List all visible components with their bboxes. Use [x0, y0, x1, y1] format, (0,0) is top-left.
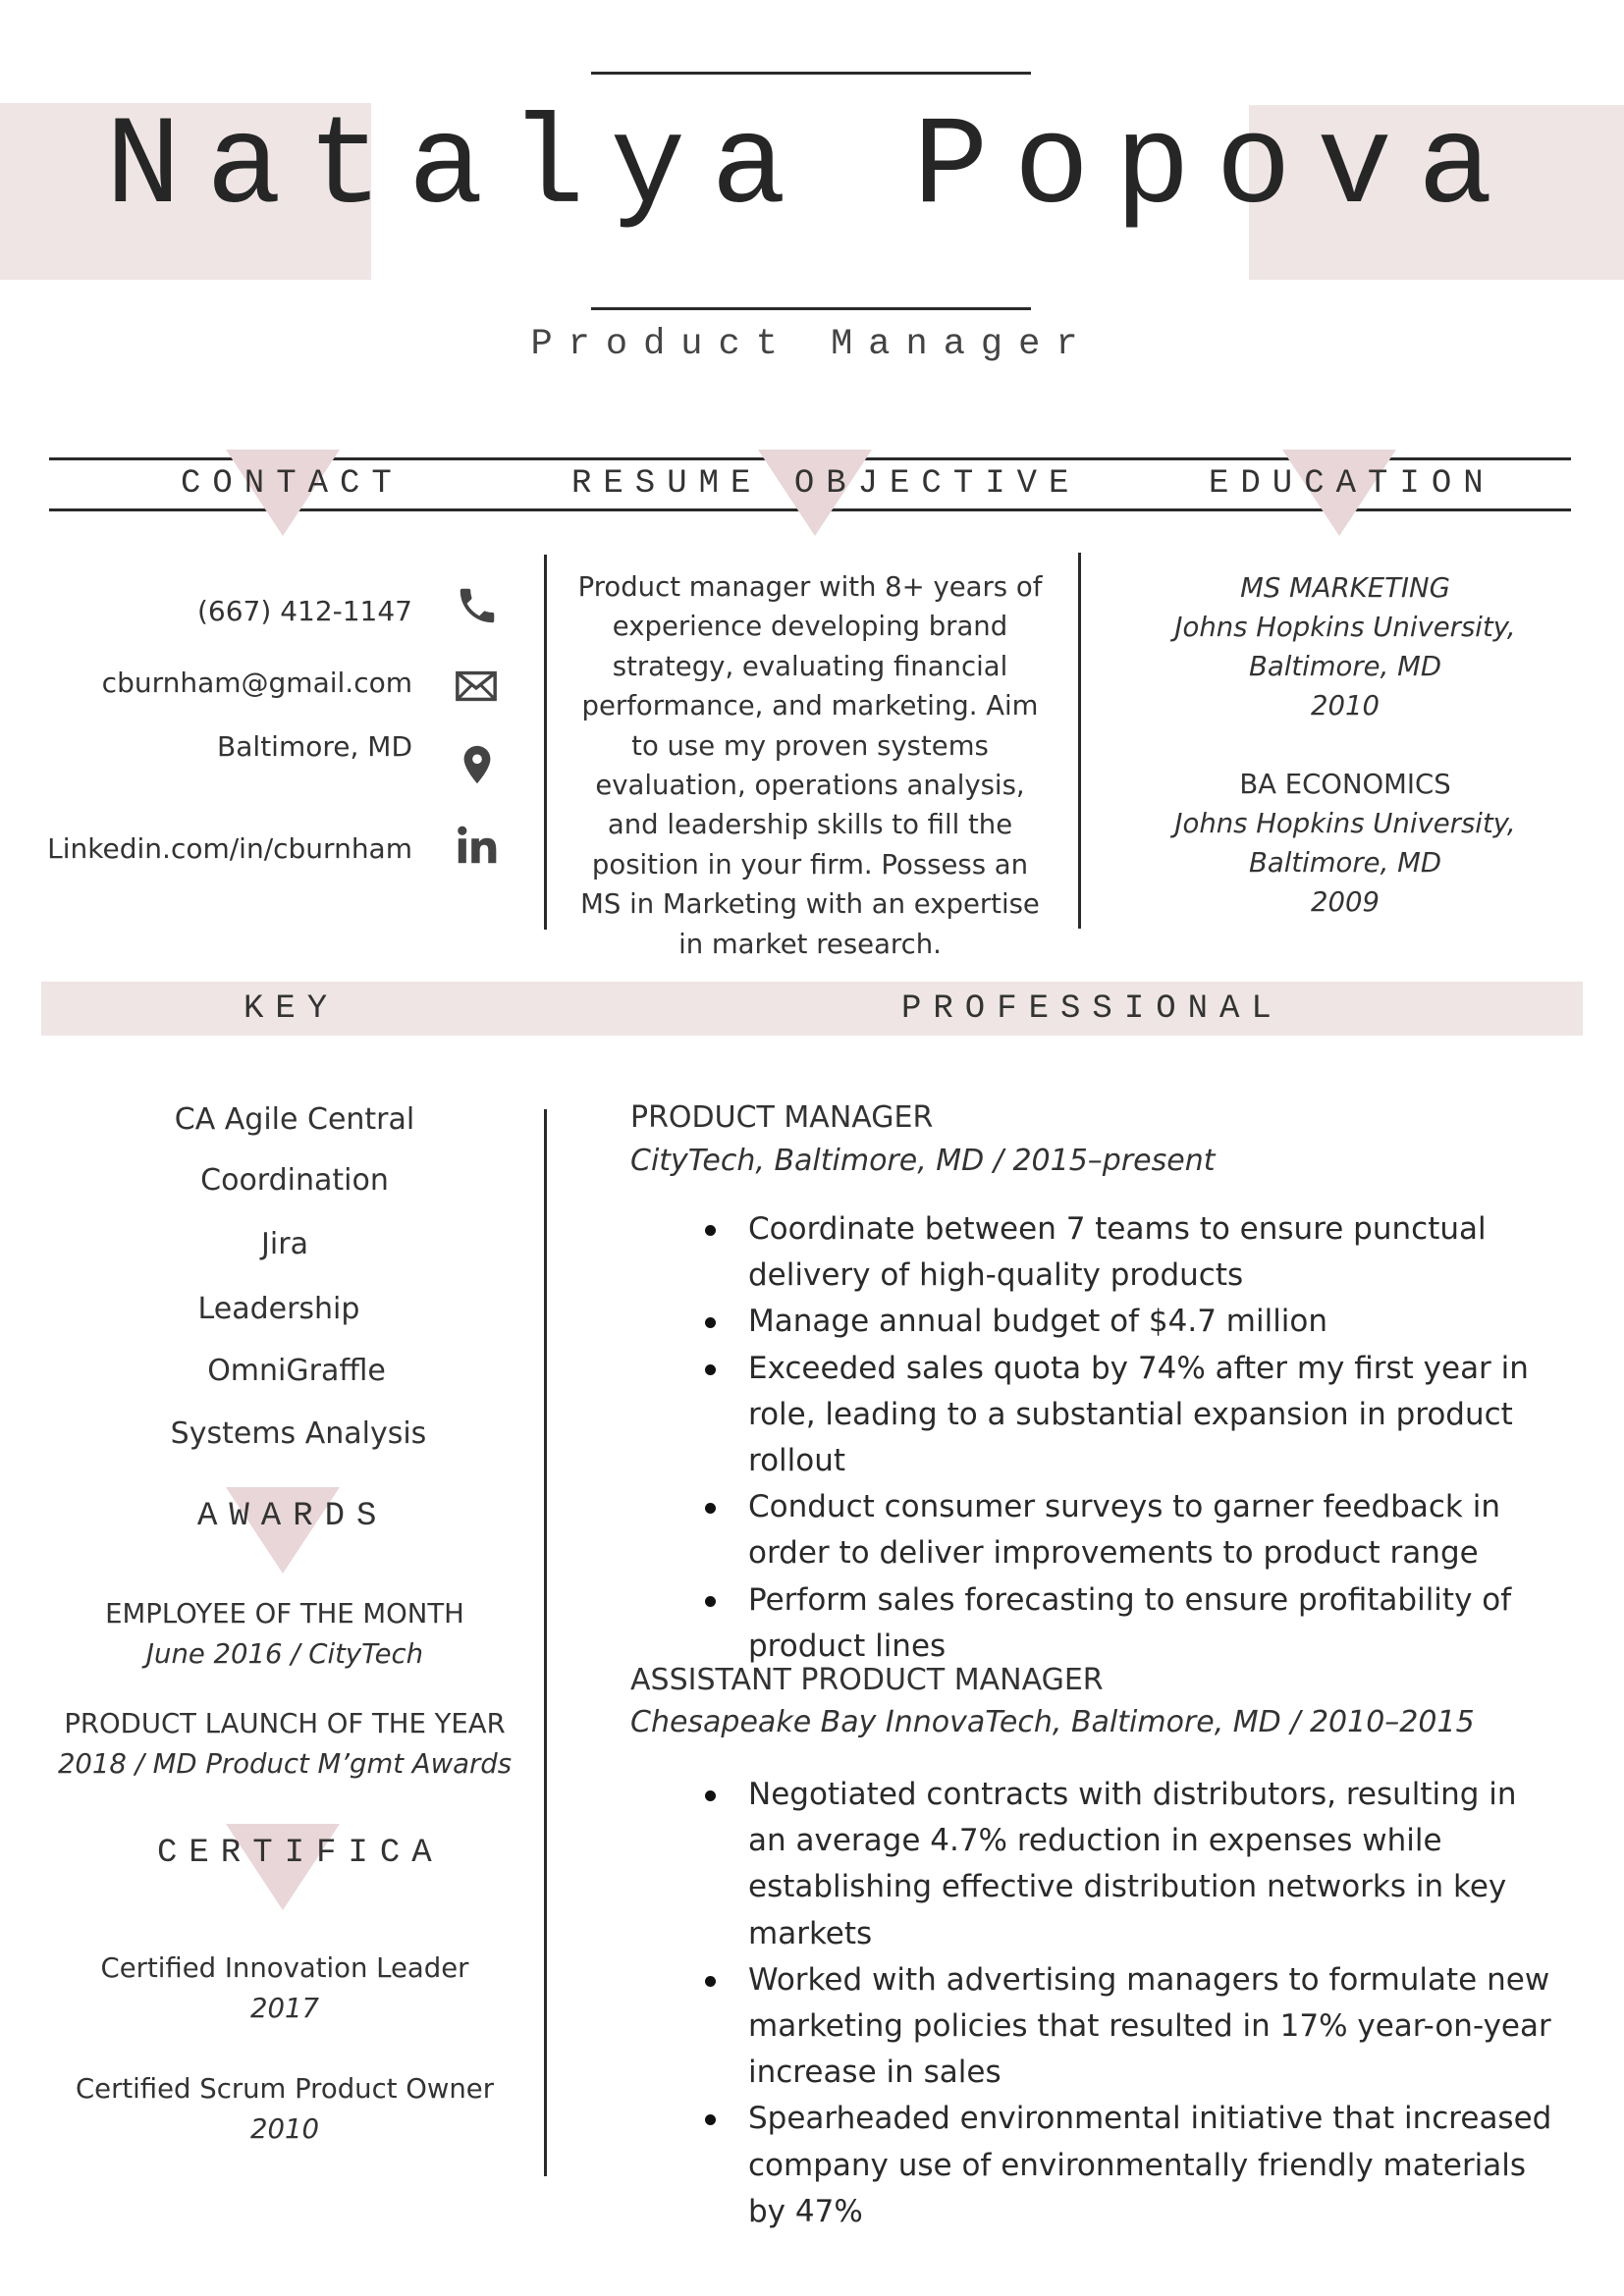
contact-email: cburnham@gmail.com [101, 667, 412, 699]
skill-item: Jira [261, 1227, 308, 1261]
candidate-title: Product Manager [530, 324, 1094, 365]
contact-location: Baltimore, MD [217, 730, 412, 763]
job-bullet: Perform sales forecasting to ensure profitability of product lines [748, 1577, 1563, 1670]
certification-entry-1 [49, 1949, 520, 2028]
education-degree: MS MARKETING [1240, 572, 1450, 604]
certification-year: 2010 [250, 2112, 319, 2145]
skill-item: Leadership [197, 1292, 360, 1326]
education-year: 2009 [1311, 886, 1380, 918]
key-heading: KEY [244, 990, 340, 1028]
job-bullets [748, 1772, 1563, 2235]
location-pin-icon [455, 742, 500, 787]
phone-icon [455, 583, 500, 628]
objective-heading: RESUME OBJECTIVE [571, 465, 1081, 503]
professional-heading: PROFESSIONAL [901, 990, 1283, 1028]
job-bullet: Spearheaded environmental initiative that increased company use of environmentally friendly materials by 47% [748, 2096, 1563, 2235]
skill-item: OmniGraffle [207, 1354, 386, 1388]
job-bullet: Negotiated contracts with distributors, resulting in an average 4.7% reduction in expenses while establishing effective distribution networks in key markets [748, 1772, 1563, 1957]
job-title: ASSISTANT PRODUCT MANAGER [630, 1663, 1104, 1697]
education-school: Johns Hopkins University, [1174, 612, 1516, 643]
candidate-name: Natalya Popova [105, 97, 1519, 240]
education-degree: BA ECONOMICS [1239, 769, 1451, 800]
linkedin-icon [454, 823, 499, 868]
skill-item: Systems Analysis [170, 1416, 427, 1451]
divider-objective-education [1078, 553, 1081, 929]
awards-heading: AWARDS [197, 1498, 389, 1535]
job-bullet: Coordinate between 7 teams to ensure punctual delivery of high-quality products [748, 1206, 1563, 1299]
certification-name: Certified Scrum Product Owner [75, 2073, 495, 2105]
job-company: CityTech, Baltimore, MD / 2015–present [630, 1144, 1216, 1178]
divider-contact-objective [544, 555, 547, 930]
award-name: PRODUCT LAUNCH OF THE YEAR [64, 1708, 506, 1739]
job-bullet: Conduct consumer surveys to garner feedback in order to deliver improvements to product range [748, 1484, 1563, 1576]
job-company: Chesapeake Bay InnovaTech, Baltimore, MD / 2010–2015 [630, 1705, 1475, 1739]
education-place: Baltimore, MD [1248, 651, 1441, 682]
education-entry-1 [1129, 568, 1561, 725]
contact-phone: (667) 412-1147 [197, 595, 412, 627]
job-bullet: Exceeded sales quota by 74% after my first year in role, leading to a substantial expansion in product rollout [748, 1346, 1563, 1485]
contact-heading: CONTACT [181, 465, 404, 503]
certifications-heading: CERTIFICA [157, 1835, 444, 1872]
job-bullet: Worked with advertising managers to formulate new marketing policies that resulted in 17% year-on-year increase in sales [748, 1957, 1563, 2097]
objective-text: Product manager with 8+ years of experience developing brand strategy, evaluating financial performance, and marketing. Aim to use my proven systems evaluation, operations analysis, and leadership skills to fill the position in your firm. Possess an MS in Marketing with an expertise in market research. [577, 571, 1043, 960]
header-rule-bottom [591, 307, 1031, 310]
award-detail: June 2016 / CityTech [145, 1637, 424, 1670]
skill-item: Coordination [200, 1163, 389, 1198]
header-rule-top [591, 72, 1031, 75]
skill-item: CA Agile Central [174, 1102, 415, 1137]
job-bullet: Manage annual budget of $4.7 million [748, 1299, 1563, 1345]
award-entry-1 [49, 1594, 520, 1674]
contact-linkedin: Linkedin.com/in/cburnham [47, 832, 412, 865]
award-detail: 2018 / MD Product M’gmt Awards [57, 1747, 513, 1780]
mail-icon [454, 664, 499, 709]
education-heading: EDUCATION [1209, 465, 1495, 503]
certification-entry-2 [49, 2069, 520, 2149]
certification-year: 2017 [250, 1992, 319, 2024]
education-year: 2010 [1311, 690, 1380, 721]
job-bullets [748, 1206, 1563, 1670]
divider-left-column [544, 1109, 547, 2176]
education-place: Baltimore, MD [1248, 847, 1441, 879]
education-entry-2 [1129, 765, 1561, 922]
job-title: PRODUCT MANAGER [630, 1100, 934, 1135]
award-entry-2 [49, 1704, 520, 1784]
certification-name: Certified Innovation Leader [100, 1952, 469, 1984]
education-school: Johns Hopkins University, [1174, 808, 1516, 839]
award-name: EMPLOYEE OF THE MONTH [105, 1598, 464, 1629]
